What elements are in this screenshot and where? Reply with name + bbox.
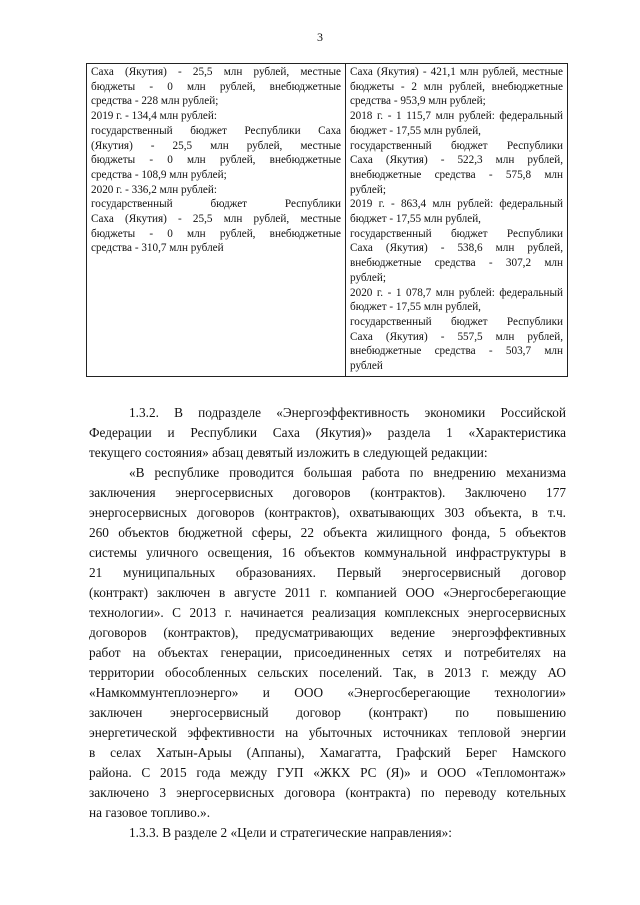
paragraph-line: Федерации и Республики Саха (Якутия)» раздела 1 «Характеристика [89,425,566,440]
table-cell-line: 2019 г. - 134,4 млн рублей: [91,110,217,123]
paragraph-line: текущего состояния» абзац девятый изложить в следующей редакции: [89,445,488,460]
table-cell-line: 2020 г. - 1 078,7 млн рублей: федеральный [350,286,563,299]
table-cell-line: средства - 953,9 млн рублей; [350,95,486,108]
table-cell-line: бюджет - 17,55 млн рублей, [350,213,481,226]
table-cell-line: Саха (Якутия) - 522,3 млн рублей, [350,154,563,167]
table-cell-line: Саха (Якутия) - 25,5 млн рублей, местные [91,66,341,78]
paragraph-line: энергетической эффективности на убыточных источниках тепловой энергии [89,725,566,740]
paragraph-line: на газовое топливо.». [89,805,211,820]
table-cell-line: бюджет - 17,55 млн рублей, [350,301,481,314]
table-cell-line: рублей; [350,183,386,196]
paragraph-line: работ на объектах генерации, присоединенных сетях и потребителях на [89,645,566,660]
page-number: 3 [317,30,323,44]
paragraph-line: договоров (контрактов), предусматривающих ведение энергоэффективных [89,625,566,640]
paragraph-line: 1.3.3. В разделе 2 «Цели и стратегические направления»: [129,825,452,840]
table-cell-line: бюджет - 17,55 млн рублей, [350,124,481,137]
table-cell-line: 2018 г. - 1 115,7 млн рублей: федеральный [350,110,563,123]
table-cell-line: бюджеты - 2 млн рублей, внебюджетные [350,80,563,93]
paragraph-line: «В республике проводится большая работа по внедрению механизма [129,465,566,480]
paragraph-line: в селах Хатын-Арыы (Аппаны), Хамагатта, Графский Берег Намского [89,745,566,760]
paragraph-line: района. С 2015 года между ГУП «ЖКХ РС (Я)» и ООО «Тепломонтаж» [89,765,566,780]
paragraph-line: 260 объектов бюджетной сферы, 22 объекта жилищного фонда, 5 объектов [89,525,566,540]
table-cell-line: государственный бюджет Республики [350,315,563,328]
paragraph-line: 21 муниципальных образованиях. Первый энергосервисный договор [89,565,566,580]
paragraph-line: территории обособленных сельских поселений. Так, в 2013 г. между АО [89,665,566,680]
table-cell-line: Саха (Якутия) - 538,6 млн рублей, [350,242,563,255]
table-cell-line: рублей; [350,271,386,284]
table-cell-line: средства - 108,9 млн рублей; [91,168,227,181]
table-cell-line: средства - 310,7 млн рублей [91,242,224,255]
paragraph-line: «Намкоммунтеплоэнерго» и ООО «Энергосберегающие технологии» [89,685,566,700]
paragraph-line: 1.3.2. В подразделе «Энергоэффективность экономики Российской [129,405,566,420]
paragraph-line: технологии». С 2013 г. начинается реализация комплексных энергосервисных [89,605,566,620]
table-cell-line: внебюджетные средства - 575,8 млн [350,168,563,181]
table-cell-line: государственный бюджет Республики [350,139,563,152]
table-cell-line: 2019 г. - 863,4 млн рублей: федеральный [350,198,563,211]
table-cell-line: Саха (Якутия) - 421,1 млн рублей, местные [350,66,563,78]
table-row [87,64,568,377]
table-cell-line: Саха (Якутия) - 25,5 млн рублей, местные [91,213,341,226]
paragraph-line: системы уличного освещения, 16 объектов коммунальной инфраструктуры в [89,545,566,560]
table-cell-line: 2020 г. - 336,2 млн рублей: [91,183,217,196]
budget-table [86,63,568,377]
paragraph-line: (контракт) заключен в августе 2011 г. компанией ООО «Энергосберегающие [89,585,566,600]
section-1-3-2-paragraph [89,403,566,463]
paragraph-line: заключено 3 энергосервисных договора (контракта) по переводу котельных [89,785,566,800]
table-cell-right [346,64,568,377]
paragraph-line: заключен энергосервисный договор (контракт) по повышению [89,705,566,720]
table-cell-line: бюджеты - 0 млн рублей, внебюджетные [91,227,341,240]
table-cell-line: внебюджетные средства - 307,2 млн [350,257,563,270]
paragraph-line: энергосервисных договоров (контрактов), охватывающих 303 объекта, в т.ч. [89,505,566,520]
quoted-paragraph [89,463,566,823]
table-cell-left [87,64,346,377]
table-cell-line: государственный бюджет Республики [350,227,563,240]
paragraph-line: заключения энергосервисных договоров (контрактов). Заключено 177 [89,485,566,500]
table-cell-line: Саха (Якутия) - 557,5 млн рублей, [350,330,563,343]
table-cell-line: (Якутия) - 25,5 млн рублей, местные [91,139,341,152]
table-cell-line: бюджеты - 0 млн рублей, внебюджетные [91,80,341,93]
table-cell-line: бюджеты - 0 млн рублей, внебюджетные [91,154,341,167]
table-cell-line: рублей [350,360,383,373]
table-cell-line: государственный бюджет Республики Саха [91,124,341,137]
section-1-3-3-paragraph [89,823,566,843]
table-cell-line: внебюджетные средства - 503,7 млн [350,345,563,358]
table-cell-line: средства - 228 млн рублей; [91,95,219,108]
table-cell-line: государственный бюджет Республики [91,198,341,211]
